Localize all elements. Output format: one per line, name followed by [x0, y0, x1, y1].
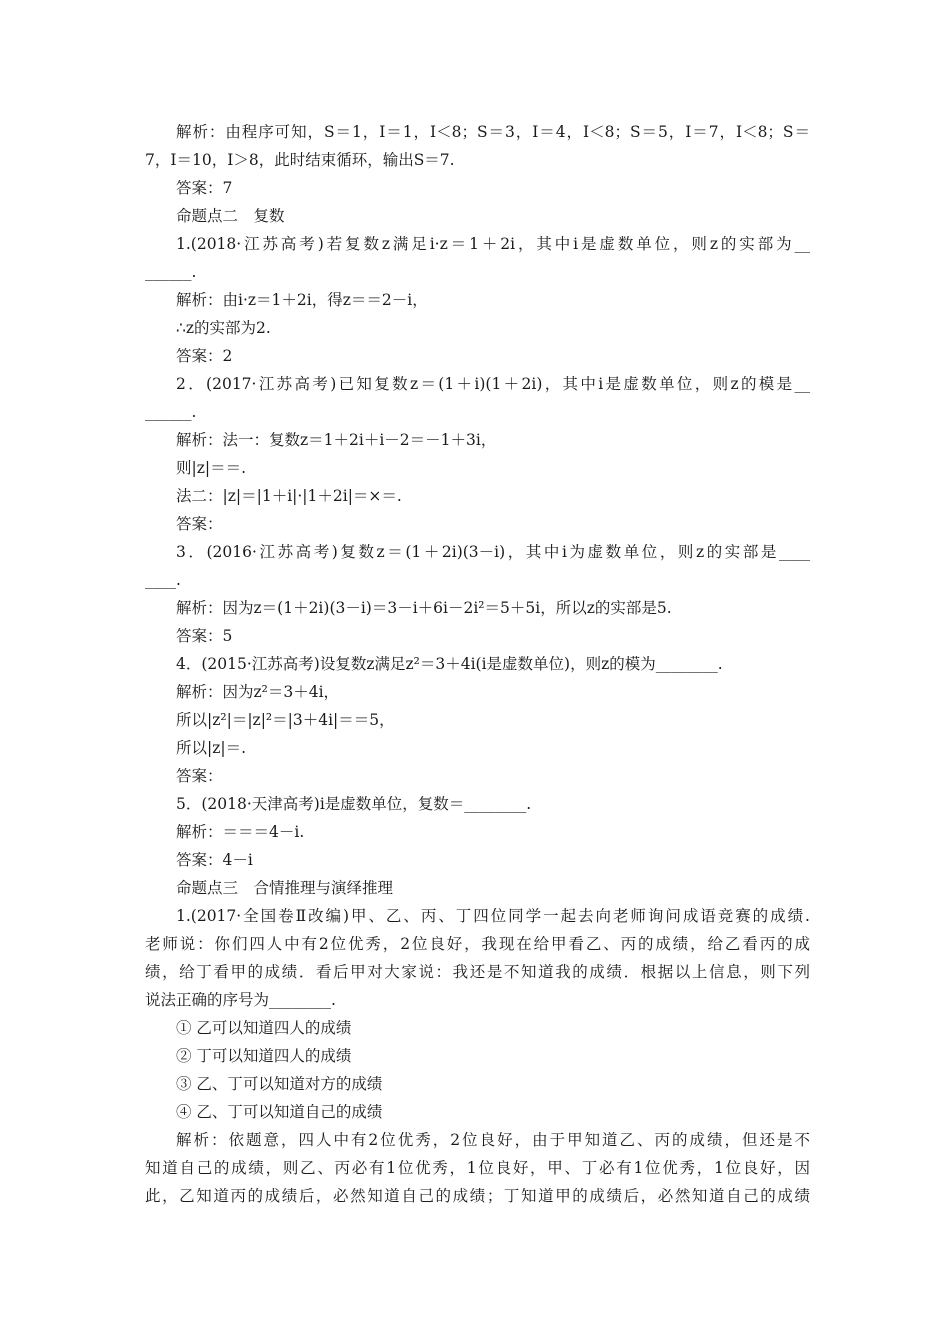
- text-line: ______.: [145, 263, 197, 281]
- text-line: ① 乙可以知道四人的成绩: [176, 1019, 352, 1037]
- text-line: 答案：4－i: [176, 851, 253, 869]
- text-line: 2．(2017·江苏高考)已知复数z＝(1＋i)(1＋2i)，其中i是虚数单位，则z的模是__: [176, 375, 810, 393]
- text-line: 3．(2016·江苏高考)复数z＝(1＋2i)(3－i)，其中i为虚数单位，则z的实部是____: [176, 543, 810, 561]
- text-line: 解析：＝＝＝4－i.: [176, 823, 305, 841]
- text-line: 所以|z|＝.: [176, 739, 247, 757]
- text-line: 解析：因为z＝(1＋2i)(3－i)＝3－i＋6i－2i²＝5＋5i，所以z的实部是5.: [176, 599, 672, 617]
- text-line: 1.(2017·全国卷Ⅱ改编)甲、乙、丙、丁四位同学一起去向老师询问成语竞赛的成绩.: [176, 907, 810, 925]
- text-line: 法二：|z|＝|1＋i|·|1＋2i|＝×＝.: [176, 487, 402, 505]
- text-line: 命题点二 复数: [176, 207, 285, 225]
- text-line: 则|z|＝＝.: [176, 459, 247, 477]
- text-line: 答案：: [176, 515, 223, 533]
- text-line: 老师说：你们四人中有2位优秀，2位良好，我现在给甲看乙、丙的成绩，给乙看丙的成: [145, 935, 810, 953]
- text-line: 解析：依题意，四人中有2位优秀，2位良好，由于甲知道乙、丙的成绩，但还是不: [176, 1131, 810, 1149]
- text-line: 1.(2018·江苏高考)若复数z满足i·z＝1＋2i，其中i是虚数单位，则z的实部为__: [176, 235, 810, 253]
- text-line: 答案：5: [176, 627, 233, 645]
- text-line: 绩，给丁看甲的成绩．看后甲对大家说：我还是不知道我的成绩．根据以上信息，则下列: [145, 963, 810, 981]
- text-line: 命题点三 合情推理与演绎推理: [176, 879, 394, 897]
- text-line: 解析：因为z²＝3＋4i，: [176, 683, 340, 701]
- text-line: 答案：2: [176, 347, 233, 365]
- text-line: 解析：法一：复数z＝1＋2i＋i－2＝－1＋3i，: [176, 431, 497, 449]
- text-line: 知道自己的成绩，则乙、丙必有1位优秀，1位良好，甲、丁必有1位优秀，1位良好，因: [145, 1159, 810, 1177]
- text-line: ② 丁可以知道四人的成绩: [176, 1047, 352, 1065]
- text-line: ④ 乙、丁可以知道自己的成绩: [176, 1103, 383, 1121]
- text-line: 说法正确的序号为________.: [145, 991, 336, 1009]
- text-line: 解析：由程序可知，S＝1，I＝1，I＜8；S＝3，I＝4，I＜8；S＝5，I＝7，I＜8；S＝: [176, 123, 810, 141]
- text-line: 4．(2015·江苏高考)设复数z满足z²＝3＋4i(i是虚数单位)，则z的模为________.: [176, 655, 723, 673]
- text-line: ______.: [145, 403, 197, 421]
- text-line: 答案：7: [176, 179, 233, 197]
- text-line: 所以|z²|＝|z|²＝|3＋4i|＝＝5，: [176, 711, 395, 729]
- text-line: 答案：: [176, 767, 223, 785]
- text-line: 5．(2018·天津高考)i是虚数单位，复数＝________.: [176, 795, 532, 813]
- text-line: ③ 乙、丁可以知道对方的成绩: [176, 1075, 383, 1093]
- text-line: ____.: [145, 571, 181, 589]
- text-line: 7，I＝10，I＞8，此时结束循环，输出S＝7.: [145, 151, 455, 169]
- text-line: ∴z的实部为2.: [176, 319, 271, 337]
- text-line: 此，乙知道丙的成绩后，必然知道自己的成绩；丁知道甲的成绩后，必然知道自己的成绩: [145, 1187, 810, 1205]
- text-line: 解析：由i·z＝1＋2i，得z＝＝2－i，: [176, 291, 428, 309]
- document-page: [145, 118, 810, 1210]
